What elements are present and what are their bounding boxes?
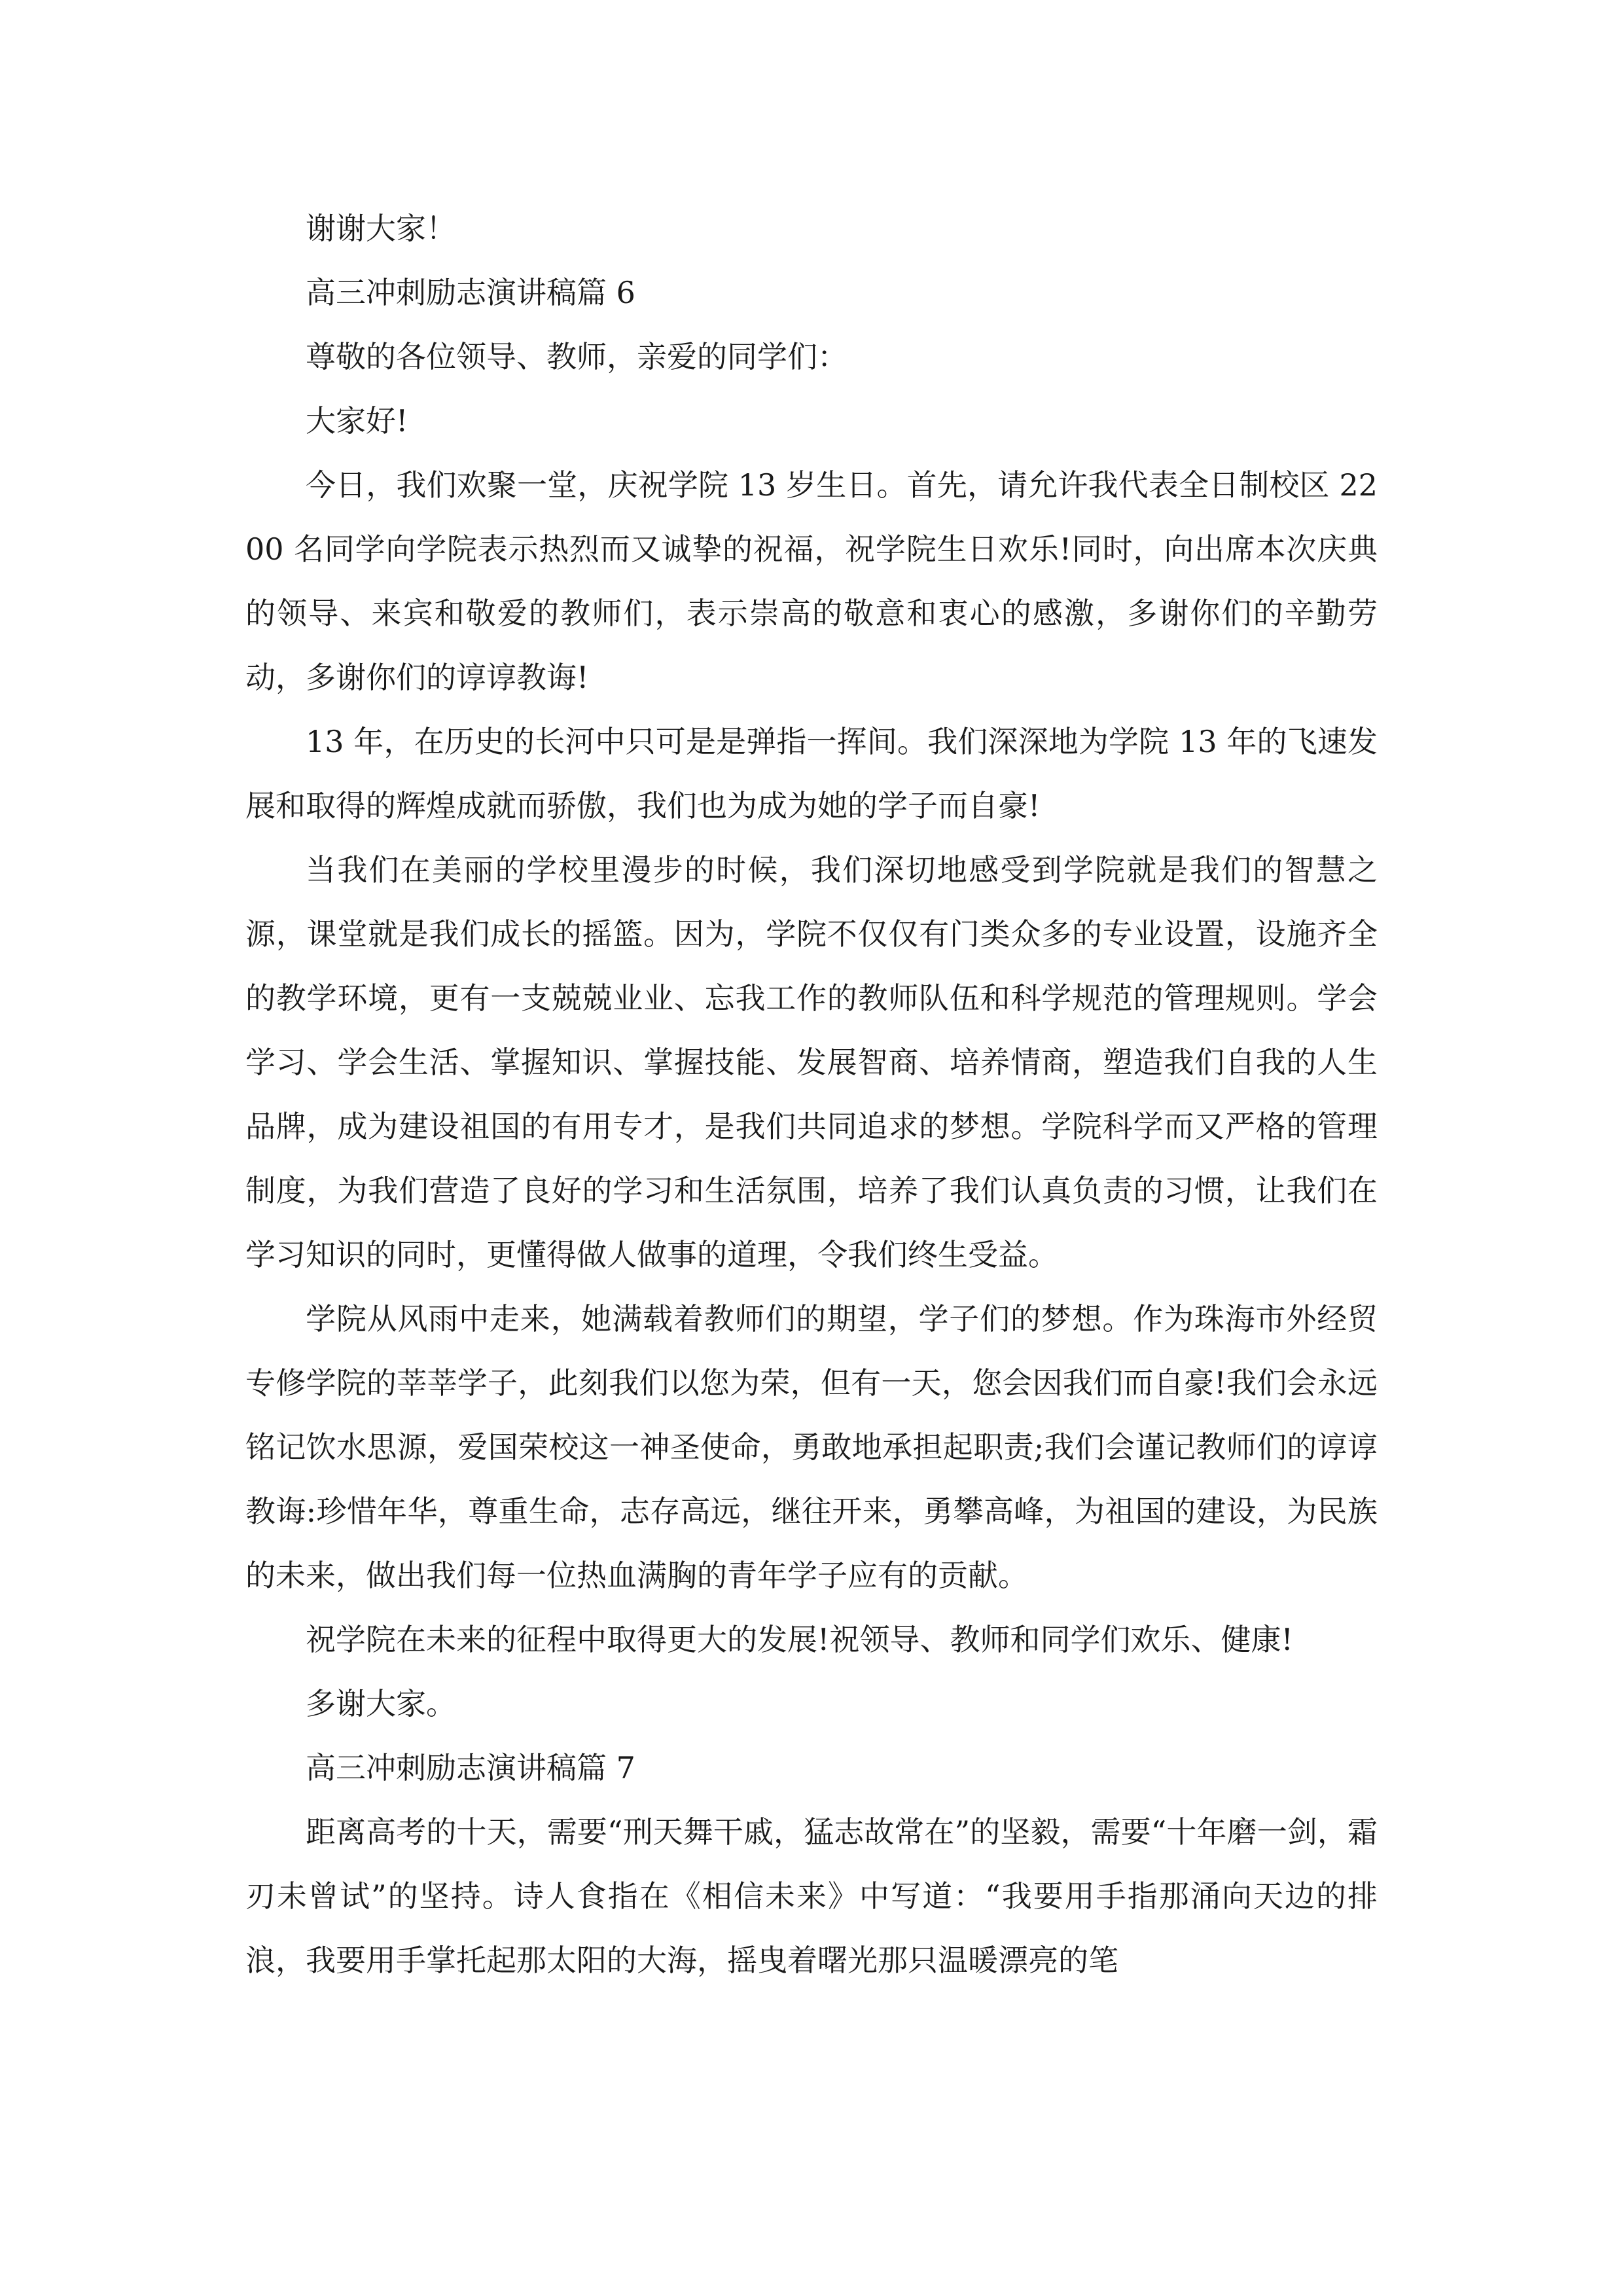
paragraph: 当我们在美丽的学校里漫步的时候，我们深切地感受到学院就是我们的智慧之源，课堂就是我们成长的摇篮。因为，学院不仅仅有门类众多的专业设置，设施齐全的教学环境，更有一支兢兢业业、忘我工作的教师队伍和科学规范的管理规则。学会学习、学会生活、掌握知识、掌握技能、发展智商、培养情商，塑造我们自我的人生品牌，成为建设祖国的有用专才，是我们共同追求的梦想。学院科学而又严格的管理制度，为我们营造了良好的学习和生活氛围，培养了我们认真负责的习惯，让我们在学习知识的同时，更懂得做人做事的道理，令我们终生受益。 [245, 852, 1378, 1272]
paragraph: 学院从风雨中走来，她满载着教师们的期望，学子们的梦想。作为珠海市外经贸专修学院的莘莘学子，此刻我们以您为荣，但有一天，您会因我们而自豪!我们会永远铭记饮水思源，爱国荣校这一神圣使命，勇敢地承担起职责;我们会谨记教师们的谆谆教诲:珍惜年华，尊重生命，志存高远，继往开来，勇攀高峰，为祖国的建设，为民族的未来，做出我们每一位热血满胸的青年学子应有的贡献。 [245, 1301, 1378, 1593]
document-body [245, 196, 1378, 1992]
paragraph: 今日，我们欢聚一堂，庆祝学院 13 岁生日。首先，请允许我代表全日制校区 2200 名同学向学院表示热烈而又诚挚的祝福，祝学院生日欢乐!同时，向出席本次庆典的领导、来宾和敬爱的教师们，表示崇高的敬意和衷心的感激，多谢你们的辛勤劳动，多谢你们的谆谆教诲! [245, 467, 1378, 695]
paragraph: 距离高考的十天，需要“刑天舞干戚，猛志故常在”的坚毅，需要“十年磨一剑，霜刃未曾试”的坚持。诗人食指在《相信未来》中写道：“我要用手指那涌向天边的排浪，我要用手掌托起那太阳的大海，摇曳着曙光那只温暖漂亮的笔 [245, 1814, 1378, 1978]
section-heading-7: 高三冲刺励志演讲稿篇 7 [306, 1750, 635, 1785]
closing-thanks: 多谢大家。 [306, 1686, 456, 1721]
paragraph: 13 年，在历史的长河中只可是是弹指一挥间。我们深深地为学院 13 年的飞速发展和取得的辉煌成就而骄傲，我们也为成为她的学子而自豪! [245, 724, 1378, 823]
salutation: 尊敬的各位领导、教师，亲爱的同学们： [306, 339, 847, 374]
section-heading-6: 高三冲刺励志演讲稿篇 6 [306, 275, 635, 310]
paragraph: 祝学院在未来的征程中取得更大的发展!祝领导、教师和同学们欢乐、健康! [306, 1622, 1293, 1657]
greeting: 大家好! [306, 403, 408, 439]
closing-thanks: 谢谢大家！ [306, 211, 456, 246]
